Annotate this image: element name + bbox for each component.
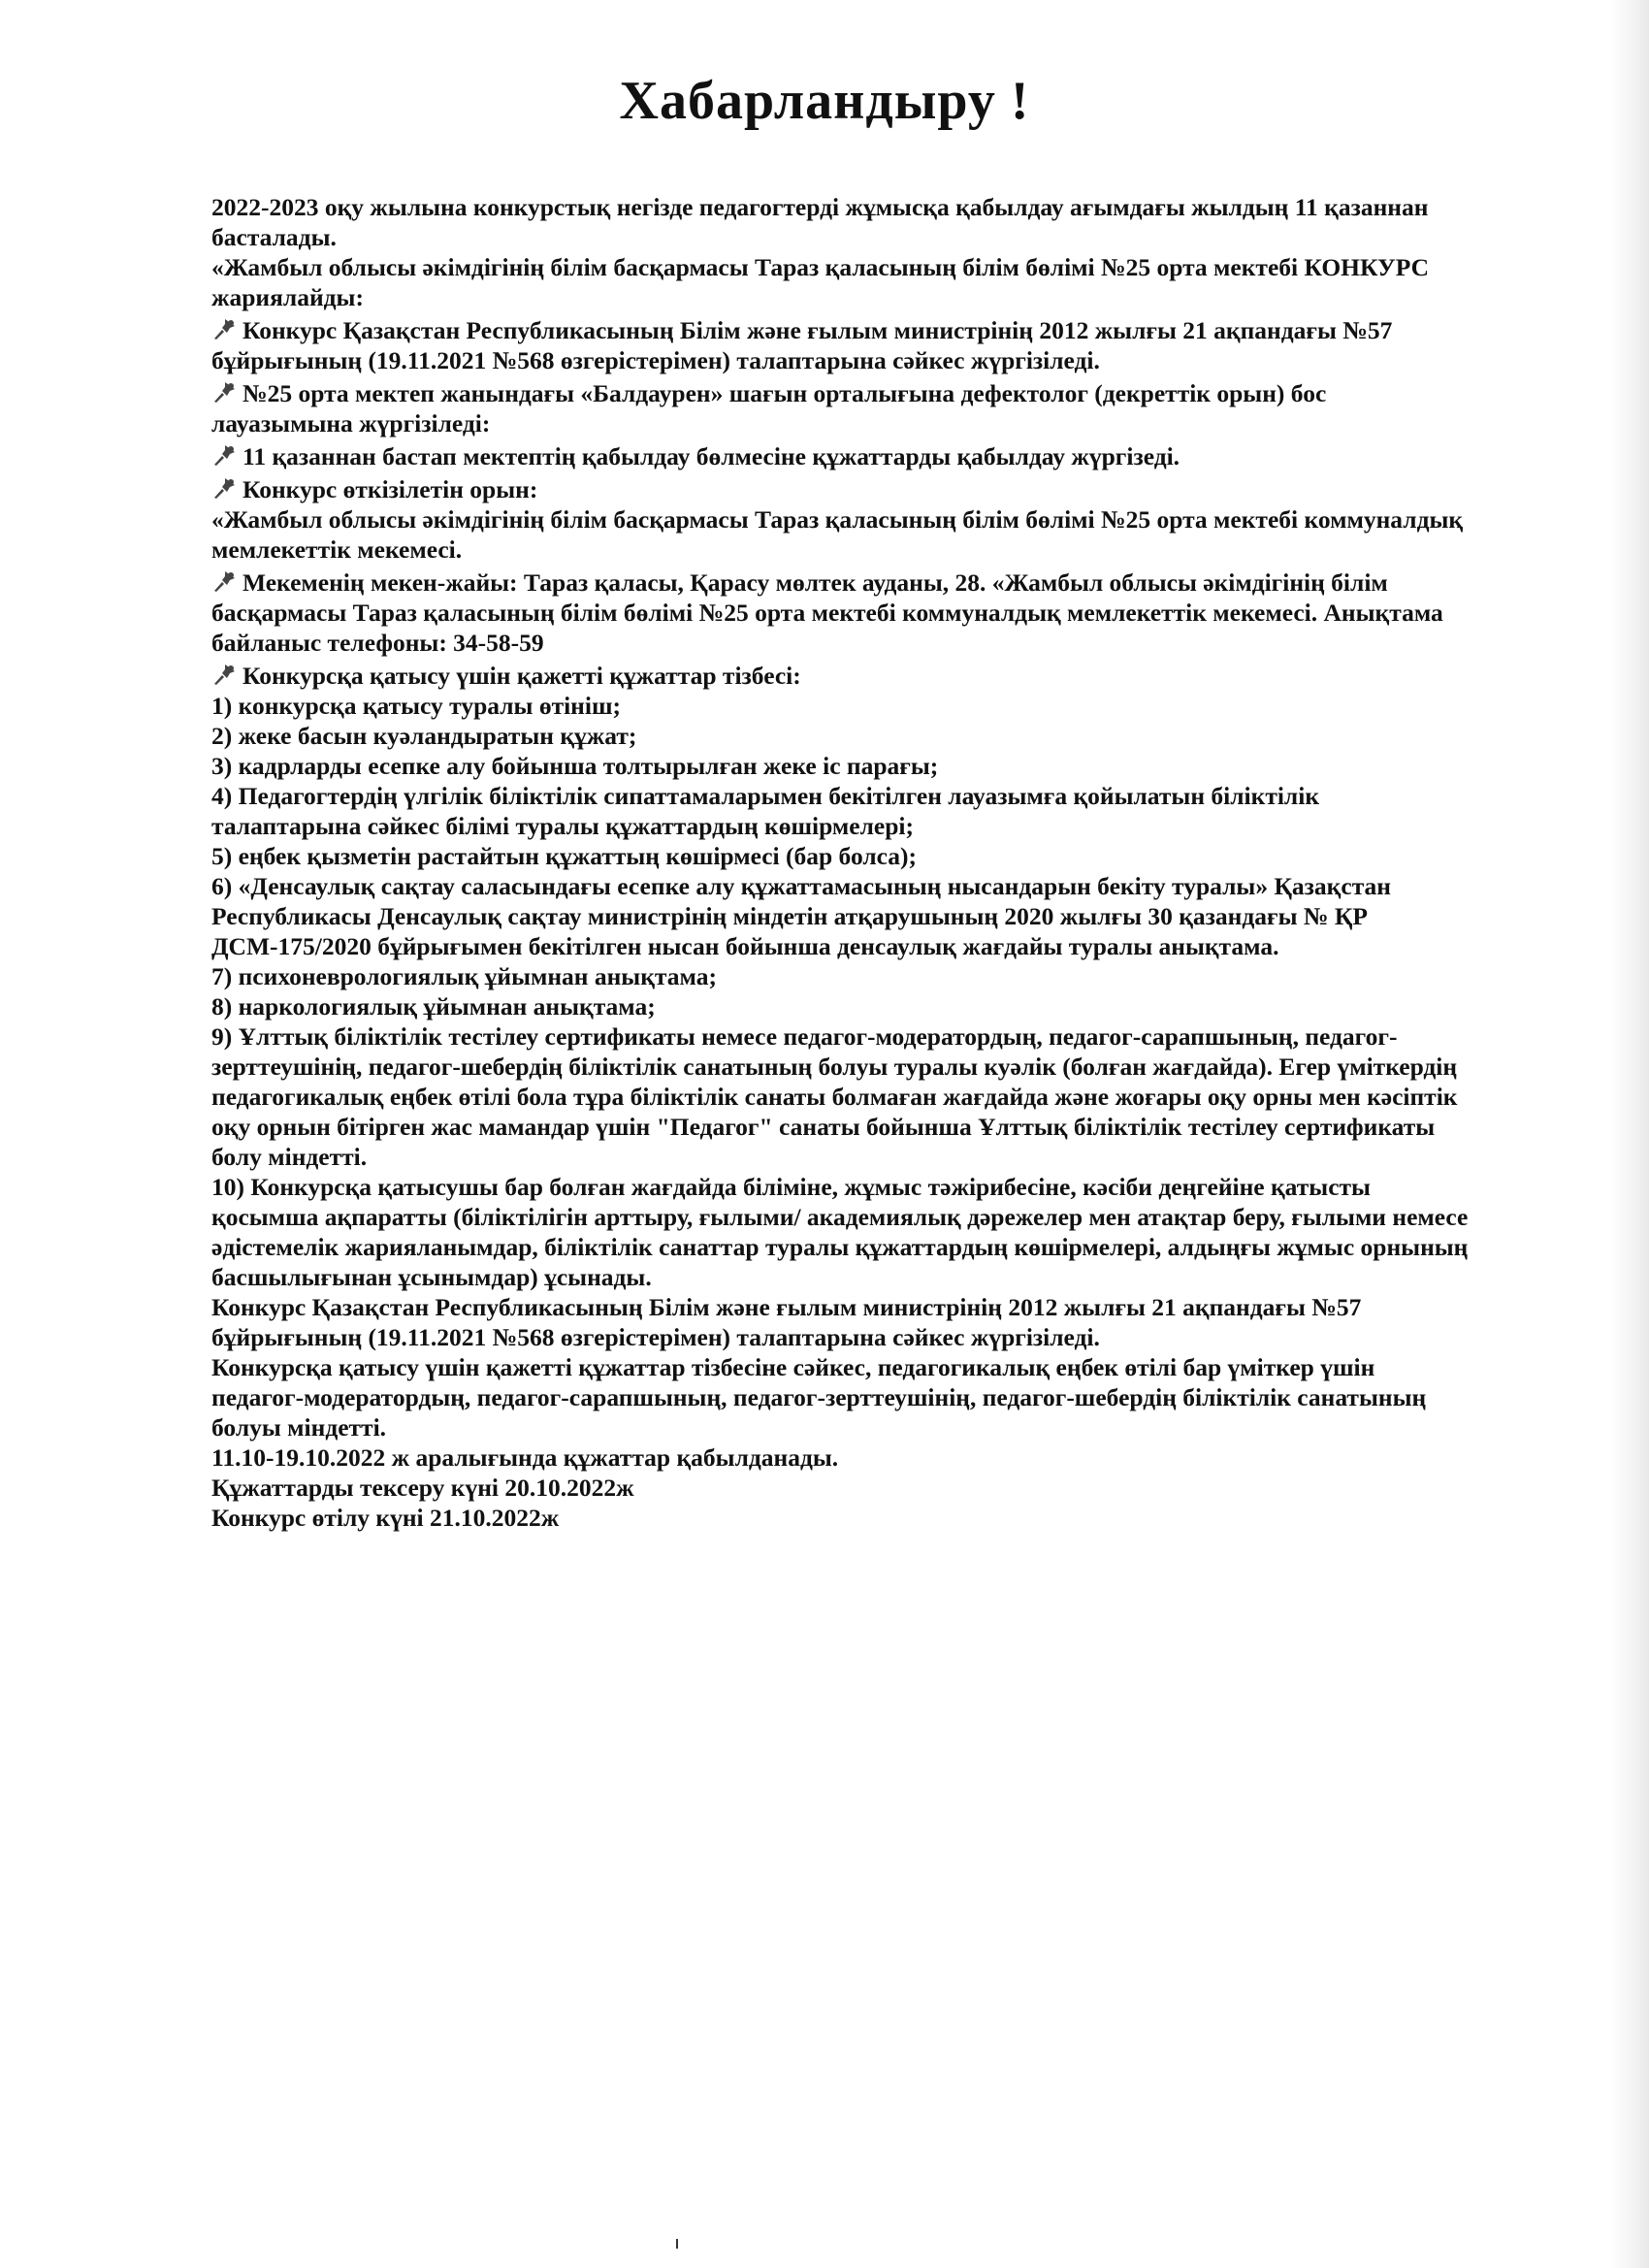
pin-item-text: №25 орта мектеп жанындағы «Балдаурен» шағын орталығына дефектолог (декреттік орын) бос лауазымына жүргізіледі: bbox=[211, 379, 1327, 437]
pin-item bbox=[211, 378, 1472, 438]
pushpin-icon bbox=[211, 568, 241, 594]
venue-text: «Жамбыл облысы әкімдігінің білім басқармасы Тараз қаласының білім бөлімі №25 орта мектебі коммуналдық мемлекеттік мекемесі. bbox=[211, 505, 1464, 564]
intro-paragraph: «Жамбыл облысы әкімдігінің білім басқармасы Тараз қаласының білім бөлімі №25 орта мектебі КОНКУРС жариялайды: bbox=[211, 253, 1430, 311]
address-item bbox=[211, 567, 1472, 658]
pushpin-icon bbox=[211, 475, 241, 501]
address-text: Мекеменің мекен-жайы: Тараз қаласы, Қарасу мөлтек ауданы, 28. «Жамбыл облысы әкімдігінің білім басқармасы Тараз қаласының білім бөлімі №25 орта мектебі коммуналдық мемлекеттік мекемесі. Анықтама байланыс телефоны: 34-58-59 bbox=[211, 568, 1443, 657]
pushpin-icon bbox=[211, 379, 241, 405]
closing-paragraph: Конкурсқа қатысу үшін қажетті құжаттар тізбесіне сәйкес, педагогикалық еңбек өтілі бар үміткер үшін педагог-модератордың, педагог-сарапшының, педагог-зерттеушінің, педагог-шебердің біліктілік санатының болуы міндетті. bbox=[211, 1353, 1427, 1442]
doc-list-item: 3) кадрларды есепке алу бойынша толтырылған жеке іс парағы; bbox=[211, 752, 939, 780]
document-dates: Құжаттарды тексеру күні 20.10.2022ж bbox=[211, 1474, 634, 1502]
pin-item-text: Конкурс Қазақстан Республикасының Білім және ғылым министрінің 2012 жылғы 21 ақпандағы №57 бұйрығының (19.11.2021 №568 өзгерістерімен) талаптарына сәйкес жүргізіледі. bbox=[211, 316, 1393, 374]
pin-item-text: 11 қазаннан бастап мектептің қабылдау бөлмесіне құжаттарды қабылдау жүргізеді. bbox=[242, 442, 1180, 470]
pin-item bbox=[211, 441, 1472, 471]
doc-list-item: 7) психоневрологиялық ұйымнан анықтама; bbox=[211, 962, 717, 990]
scan-edge-shadow bbox=[1610, 0, 1649, 2268]
doc-list-item: 8) наркологиялық ұйымнан анықтама; bbox=[211, 992, 656, 1021]
doc-list-item: 10) Конкурсқа қатысушы бар болған жағдайда біліміне, жұмыс тәжірибесіне, кәсіби деңгейіне қатысты қосымша ақпаратты (біліктілігін арттыру, ғылыми/ академиялық дәрежелер мен атақтар беру, ғылыми немесе әдістемелік жарияланымдар, біліктілік санаттар туралы құжаттардың көшірмелері, алдыңғы жұмыс орнының басшылығынан ұсынымдар) ұсынады. bbox=[211, 1173, 1469, 1291]
pin-item-text: Конкурс өткізілетін орын: bbox=[242, 475, 538, 503]
docs-heading bbox=[211, 661, 1472, 691]
document-dates: Конкурс өтілу күні 21.10.2022ж bbox=[211, 1504, 560, 1532]
pin-item bbox=[211, 474, 1472, 504]
pushpin-icon bbox=[211, 316, 241, 341]
doc-list-item: 2) жеке басын куәландыратын құжат; bbox=[211, 722, 637, 750]
intro-paragraph: 2022-2023 оқу жылына конкурстық негізде педагогтерді жұмысқа қабылдау ағымдағы жылдың 11 қазаннан басталады. bbox=[211, 193, 1429, 251]
doc-list-item: 4) Педагогтердің үлгілік біліктілік сипаттамаларымен бекітілген лауазымға қойылатын біліктілік талаптарына сәйкес білімі туралы құжаттардың көшірмелері; bbox=[211, 782, 1320, 840]
page-title: Хабарландыру ! bbox=[619, 71, 1030, 131]
announcement-body bbox=[211, 192, 1472, 1533]
pushpin-icon bbox=[211, 662, 241, 687]
document-dates: 11.10-19.10.2022 ж аралығында құжаттар қабылданады. bbox=[211, 1443, 839, 1472]
doc-list-item: 9) Ұлттық біліктілік тестілеу сертификаты немесе педагог-модератордың, педагог-сарапшының, педагог-зерттеушінің, педагог-шебердің біліктілік санатының болуы туралы куәлік (болған жағдайда). Егер үміткердің педагогикалық еңбек өтілі бола тұра біліктілік санаты болмаған жағдайда және жоғары оқу орны мен кәсіптік оқу орнын бітірген жас мамандар үшін "Педагог" санаты бойынша Ұлттық біліктілік тестілеу сертификаты болу міндетті. bbox=[211, 1022, 1458, 1171]
closing-paragraph: Конкурс Қазақстан Республикасының Білім және ғылым министрінің 2012 жылғы 21 ақпандағы №57 бұйрығының (19.11.2021 №568 өзгерістерімен) талаптарына сәйкес жүргізіледі. bbox=[211, 1293, 1362, 1351]
doc-list-item: 1) конкурсқа қатысу туралы өтініш; bbox=[211, 692, 621, 720]
doc-list-item: 6) «Денсаулық сақтау саласындағы есепке алу құжаттамасының нысандарын бекіту туралы» Қазақстан Республикасы Денсаулық сақтау министрінің міндетін атқарушының 2020 жылғы 30 қазандағы № ҚР ДСМ-175/2020 бұйрығымен бекітілген нысан бойынша денсаулық жағдайы туралы анықтама. bbox=[211, 872, 1391, 960]
doc-list-item: 5) еңбек қызметін растайтын құжаттың көшірмесі (бар болса); bbox=[211, 842, 918, 870]
docs-heading-text: Конкурсқа қатысу үшін қажетті құжаттар тізбесі: bbox=[242, 662, 801, 690]
scan-mark bbox=[676, 2239, 678, 2249]
pushpin-icon bbox=[211, 442, 241, 468]
pin-item bbox=[211, 315, 1472, 375]
